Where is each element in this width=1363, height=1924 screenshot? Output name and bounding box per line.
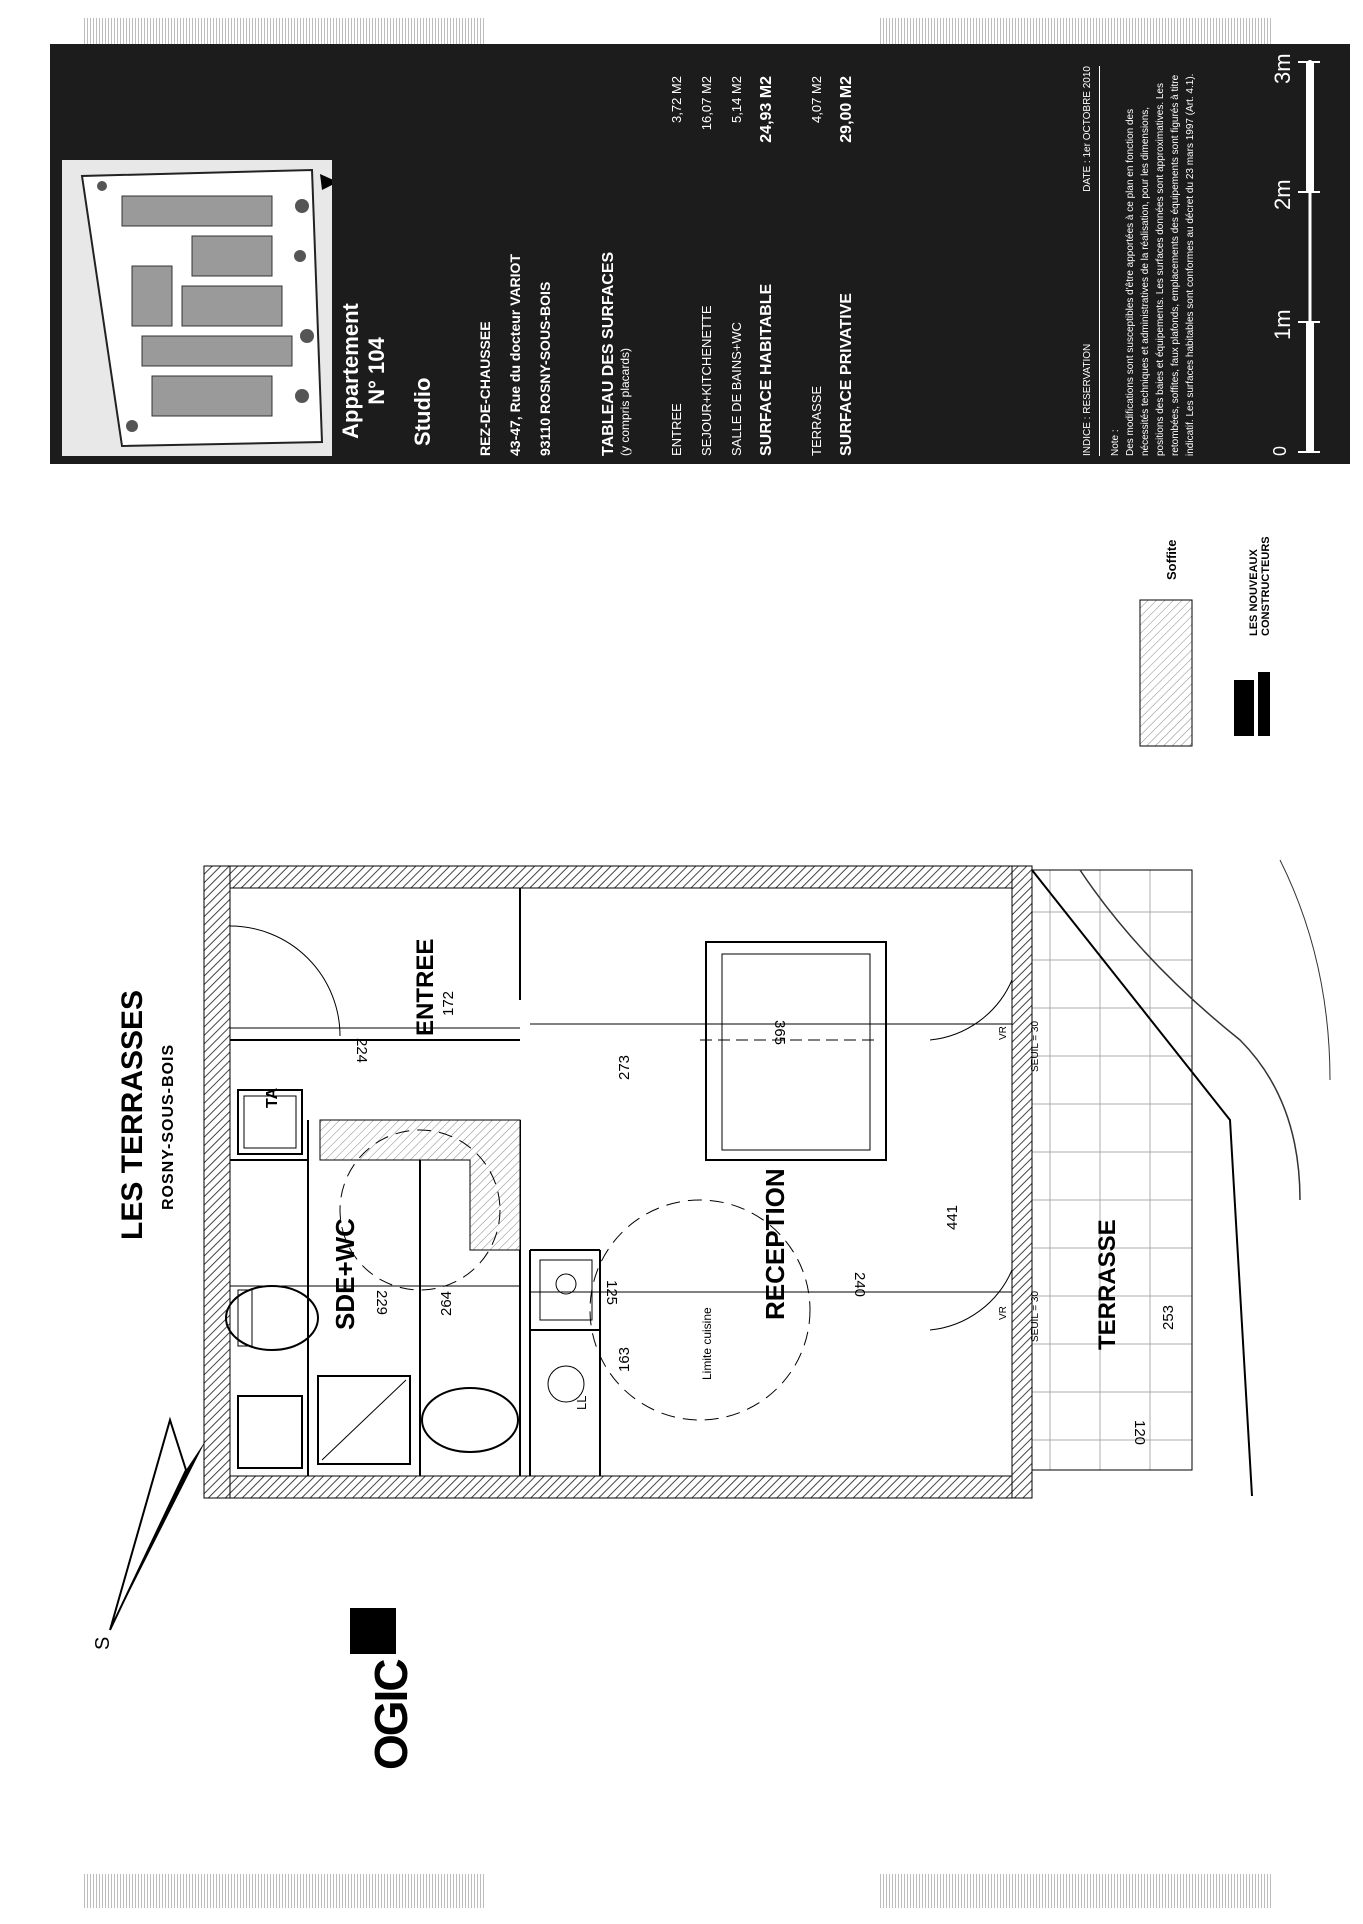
project-name: LES TERRASSES <box>116 989 149 1240</box>
room-label-sde: SDE+WC <box>330 1218 360 1330</box>
dim-163: 163 <box>616 1346 633 1372</box>
label-limite-cuisine: Limite cuisine <box>700 1307 714 1380</box>
dim-441: 441 <box>944 1204 961 1230</box>
dim-229: 229 <box>373 1290 390 1316</box>
dim-253: 253 <box>1160 1304 1177 1330</box>
dim-120: 120 <box>1131 1420 1148 1446</box>
dim-240: 240 <box>851 1272 868 1298</box>
soffite-swatch <box>1140 600 1192 746</box>
surface-value: 3,72 M2 <box>669 76 684 123</box>
scale-2m: 2m <box>1270 179 1295 210</box>
apartment-type: Studio <box>410 377 435 446</box>
scale-0: 0 <box>1270 445 1290 456</box>
legend-soffite: Soffite <box>1164 539 1179 580</box>
scale-3m: 3m <box>1270 53 1295 84</box>
note-title: Note : <box>1110 429 1121 456</box>
surface-value: 5,14 M2 <box>729 76 744 123</box>
surface-label: SALLE DE BAINS+WC <box>729 321 744 456</box>
label-ta: TA <box>264 1087 281 1108</box>
address-floor: REZ-DE-CHAUSSEE <box>477 321 493 456</box>
surface-value: 4,07 M2 <box>809 76 824 123</box>
scale-1m: 1m <box>1270 309 1295 340</box>
dim-125: 125 <box>603 1280 620 1306</box>
surfaces-title: TABLEAU DES SURFACES <box>600 251 617 456</box>
apartment-title: Appartement N° 104 <box>338 303 389 439</box>
ogic-logo-text: OGIC <box>365 1660 417 1770</box>
surfaces-subtitle: (y compris placards) <box>618 347 632 456</box>
label-ll: LL <box>574 1395 589 1410</box>
brand-logo-icon <box>1234 672 1270 736</box>
north-arrow-icon <box>110 1420 206 1630</box>
surface-value: 29,00 M2 <box>838 76 855 143</box>
brand-name: LES NOUVEAUX CONSTRUCTEURS <box>1248 536 1272 636</box>
address-city: 93110 ROSNY-SOUS-BOIS <box>537 281 553 456</box>
exterior-walls <box>204 866 1032 1498</box>
surface-label: SURFACE PRIVATIVE <box>838 293 855 456</box>
dim-273: 273 <box>616 1054 633 1080</box>
indice-label: INDICE : RESERVATION <box>1082 343 1093 456</box>
surface-value: 24,93 M2 <box>758 76 775 143</box>
project-city: ROSNY-SOUS-BOIS <box>160 1043 177 1210</box>
label-vr-1: VR <box>998 1026 1009 1040</box>
label-vr-2: VR <box>998 1306 1009 1320</box>
label-seuil-2: SEUIL = 30 <box>1030 1290 1041 1342</box>
room-label-terrasse: TERRASSE <box>1094 1219 1121 1350</box>
room-label-reception: RECEPTION <box>760 1168 790 1320</box>
room-label-entree: ENTREE <box>412 938 439 1036</box>
ogic-logo-mark <box>350 1608 396 1654</box>
date-label: DATE : 1er OCTOBRE 2010 <box>1082 66 1093 192</box>
dim-172: 172 <box>440 990 457 1016</box>
surface-label: SEJOUR+KITCHENETTE <box>699 305 714 456</box>
label-seuil-1: SEUIL = 30 <box>1030 1020 1041 1072</box>
address-street: 43-47, Rue du docteur VARIOT <box>507 254 523 456</box>
dim-224: 224 <box>353 1038 370 1064</box>
dim-365: 365 <box>771 1020 788 1046</box>
north-label: S <box>92 1636 114 1650</box>
dim-264: 264 <box>438 1290 455 1316</box>
surface-value: 16,07 M2 <box>699 76 714 131</box>
note-text: Des modifications sont susceptibles d'être apportées à ce plan en fonction des nécessités techniques et administratives de la réalisation, pour les dimensions, positions des baies et équipements. Les surfaces données sont approximatives. Les retombées, soffites, faux plafonds, emplacements des équipements sont figurés à titre indicatif. Les surfaces habitables sont conformes au décret du 23 mars 1997 (Art. 4.1). <box>1125 73 1196 456</box>
surface-label: ENTREE <box>669 403 684 456</box>
surface-label: SURFACE HABITABLE <box>758 283 775 456</box>
surface-label: TERRASSE <box>809 385 824 456</box>
